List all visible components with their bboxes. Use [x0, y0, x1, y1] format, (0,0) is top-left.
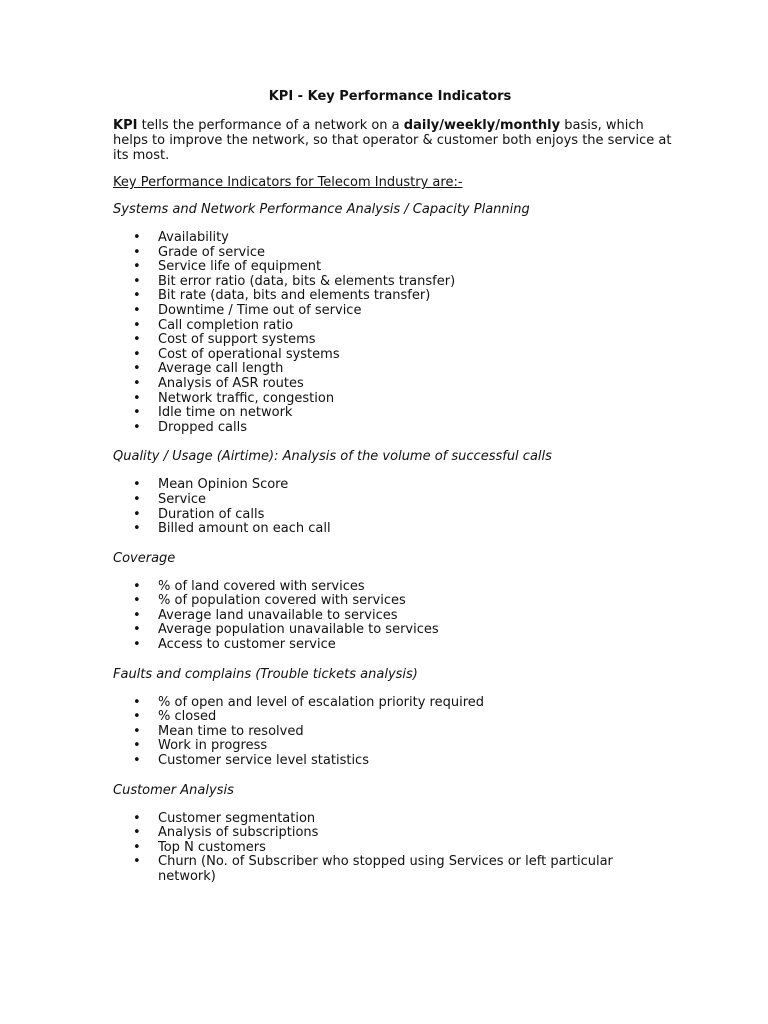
- kpi-sections: [113, 202, 673, 885]
- intro-period-term: daily/weekly/monthly: [403, 118, 561, 133]
- list-item: • Analysis of ASR routes: [113, 377, 658, 392]
- list-item: • Duration of calls: [113, 508, 658, 523]
- list-item: • Network traffic, congestion: [113, 392, 658, 407]
- list-item: • Customer segmentation: [113, 812, 658, 827]
- list-item: • Grade of service: [113, 246, 658, 261]
- list-item: • Churn (No. of Subscriber who stopped using Services or left particular network): [113, 855, 658, 884]
- list-item: • % of population covered with services: [113, 594, 658, 609]
- intro-paragraph: [113, 118, 673, 163]
- list-item: • Service: [113, 493, 658, 508]
- bullet-list: [113, 696, 673, 769]
- intro-kpi-term: KPI: [113, 118, 138, 133]
- list-item: • Average population unavailable to services: [113, 623, 658, 638]
- bullet-list: [113, 478, 673, 536]
- list-item: • Average call length: [113, 362, 658, 377]
- list-item: • % closed: [113, 710, 658, 725]
- list-item: • Analysis of subscriptions: [113, 826, 658, 841]
- document-title: KPI - Key Performance Indicators: [268, 89, 512, 104]
- list-item: • Downtime / Time out of service: [113, 304, 658, 319]
- bullet-list: [113, 231, 673, 435]
- list-item: • Bit error ratio (data, bits & elements transfer): [113, 275, 658, 290]
- document-page: [113, 89, 673, 899]
- intro-text-part-1: tells the performance of a network on a: [137, 118, 404, 133]
- list-item: • Cost of operational systems: [113, 348, 658, 363]
- list-item: • Call completion ratio: [113, 319, 658, 334]
- section-title: Coverage: [113, 550, 176, 566]
- list-item: • Service life of equipment: [113, 260, 658, 275]
- list-item: • Top N customers: [113, 841, 658, 856]
- list-item: • Billed amount on each call: [113, 522, 658, 537]
- list-item: • Work in progress: [113, 739, 658, 754]
- section-title: Faults and complains (Trouble tickets analysis): [113, 666, 418, 682]
- list-item: • Average land unavailable to services: [113, 609, 658, 624]
- section-title: Quality / Usage (Airtime): Analysis of the volume of successful calls: [113, 449, 552, 465]
- list-item: • % of land covered with services: [113, 580, 658, 595]
- section-title: Systems and Network Performance Analysis / Capacity Planning: [113, 202, 530, 217]
- list-item: • Access to customer service: [113, 638, 658, 653]
- kpi-list-heading: Key Performance Indicators for Telecom Industry are:-: [113, 175, 463, 190]
- list-item: • Idle time on network: [113, 406, 658, 421]
- list-item: • Mean time to resolved: [113, 725, 658, 740]
- list-item: • Mean Opinion Score: [113, 478, 658, 493]
- intro-text-part-2: basis, which helps to improve the network, so that operator & customer both enjoys the service at its most.: [113, 118, 672, 163]
- section-title: Customer Analysis: [113, 782, 234, 798]
- list-item: • % of open and level of escalation priority required: [113, 696, 658, 711]
- bullet-list: [113, 812, 673, 885]
- list-item: • Cost of support systems: [113, 333, 658, 348]
- list-item: • Bit rate (data, bits and elements transfer): [113, 289, 658, 304]
- list-item: • Availability: [113, 231, 658, 246]
- list-item: • Dropped calls: [113, 421, 658, 436]
- list-item: • Customer service level statistics: [113, 754, 658, 769]
- bullet-list: [113, 580, 673, 653]
